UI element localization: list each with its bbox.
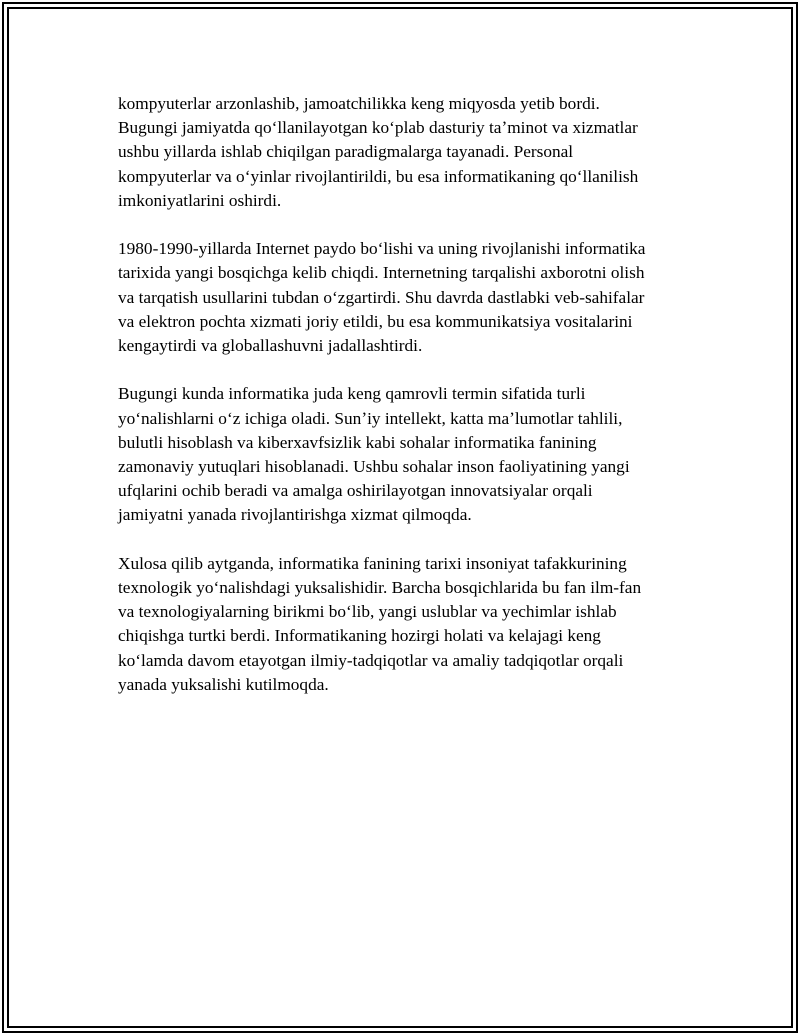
text-line: Xulosa qilib aytganda, informatika fanining tarixi insoniyat tafakkurining xyxy=(118,553,627,573)
text-line: zamonaviy yutuqlari hisoblanadi. Ushbu sohalar inson faoliyatining yangi xyxy=(118,457,630,477)
text-line: yanada yuksalishi kutilmoqda. xyxy=(118,674,329,694)
text-line: tarixida yangi bosqichga kelib chiqdi. Internetning tarqalishi axborotni olish xyxy=(118,263,645,283)
text-line: Bugungi kunda informatika juda keng qamrovli termin sifatida turli xyxy=(118,384,586,404)
text-line: texnologik yoʻnalishdagi yuksalishidir. Barcha bosqichlarida bu fan ilm-fan xyxy=(118,578,642,598)
body-text xyxy=(118,92,698,721)
paragraph-1 xyxy=(118,92,698,213)
text-line: jamiyatni yanada rivojlantirishga xizmat qilmoqda. xyxy=(118,505,472,525)
text-line: va tarqatish usullarini tubdan oʻzgartirdi. Shu davrda dastlabki veb-sahifalar xyxy=(118,287,645,307)
text-line: Bugungi jamiyatda qoʻllanilayotgan koʻplab dasturiy taʼminot va xizmatlar xyxy=(118,118,638,138)
paragraph-3 xyxy=(118,382,698,527)
text-line: kompyuterlar arzonlashib, jamoatchilikka keng miqyosda yetib bordi. xyxy=(118,94,600,113)
text-line: kengaytirdi va globallashuvni jadallashtirdi. xyxy=(118,336,423,356)
text-line: yoʻnalishlarni oʻz ichiga oladi. Sunʼiy intellekt, katta maʼlumotlar tahlili, xyxy=(118,408,623,428)
text-line: bulutli hisoblash va kiberxavfsizlik kabi sohalar informatika fanining xyxy=(118,432,597,452)
text-line: koʻlamda davom etayotgan ilmiy-tadqiqotlar va amaliy tadqiqotlar orqali xyxy=(118,650,624,670)
text-line: 1980-1990-yillarda Internet paydo boʻlishi va uning rivojlanishi informatika xyxy=(118,239,646,259)
paragraph-2 xyxy=(118,237,698,358)
text-line: ufqlarini ochib beradi va amalga oshirilayotgan innovatsiyalar orqali xyxy=(118,481,593,501)
paragraph-4 xyxy=(118,552,698,697)
text-line: kompyuterlar va oʻyinlar rivojlantirildi, bu esa informatikaning qoʻllanilish xyxy=(118,166,639,186)
text-line: va texnologiyalarning birikmi boʻlib, yangi uslublar va yechimlar ishlab xyxy=(118,602,617,622)
text-line: imkoniyatlarini oshirdi. xyxy=(118,190,282,210)
text-line: va elektron pochta xizmati joriy etildi, bu esa kommunikatsiya vositalarini xyxy=(118,311,633,331)
text-line: ushbu yillarda ishlab chiqilgan paradigmalarga tayanadi. Personal xyxy=(118,142,574,162)
text-line: chiqishga turtki berdi. Informatikaning hozirgi holati va kelajagi keng xyxy=(118,626,601,646)
